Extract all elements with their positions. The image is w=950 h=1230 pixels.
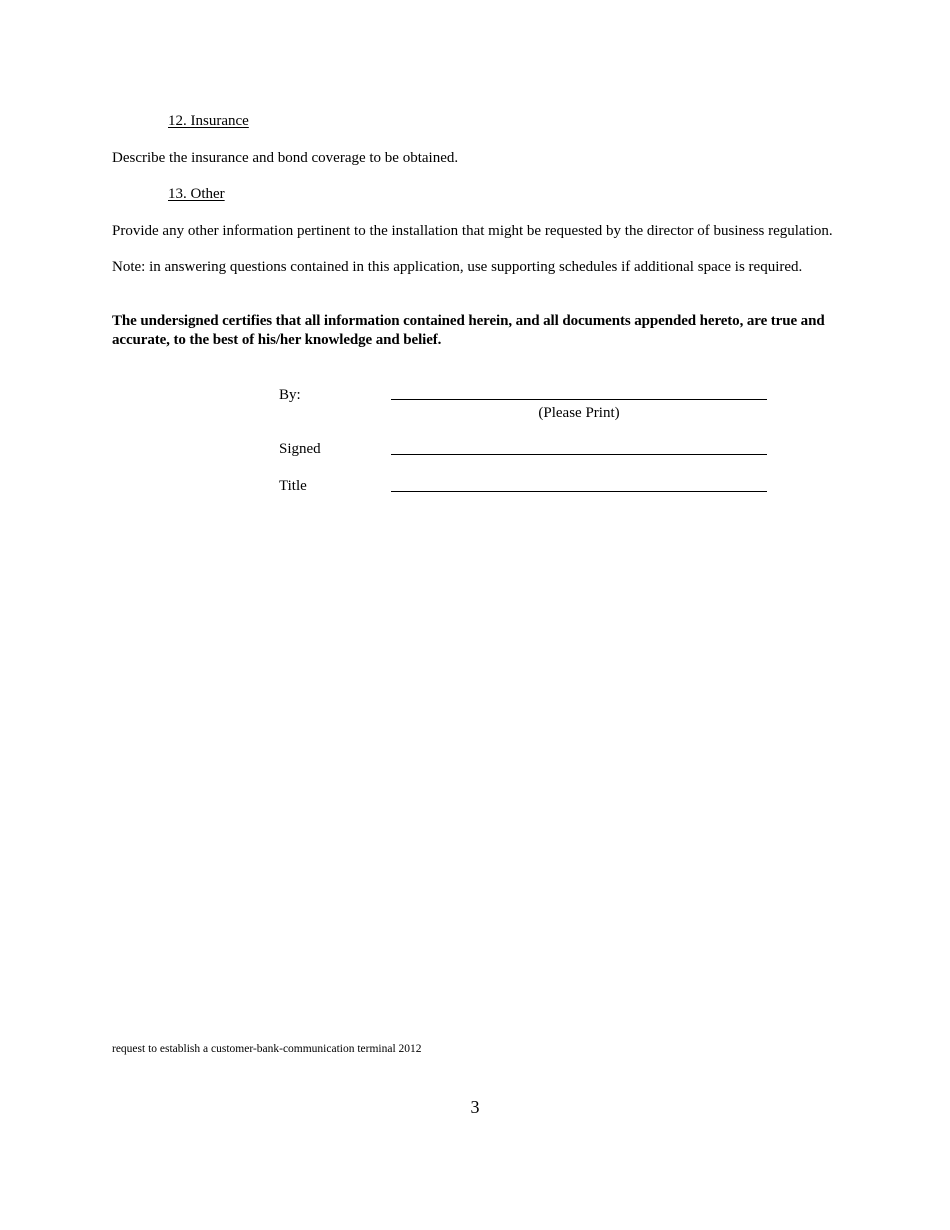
page-number: 3 bbox=[470, 1097, 480, 1117]
supporting-schedules-note: Note: in answering questions contained in this application, use supporting schedules if additional space is required. bbox=[112, 259, 803, 275]
by-label: By: bbox=[279, 387, 301, 403]
title-signature-line[interactable] bbox=[391, 491, 767, 492]
certification-statement: The undersigned certifies that all information contained herein, and all documents appended hereto, are true and accurate, to the best of his/her knowledge and belief. bbox=[112, 313, 825, 348]
other-description: Provide any other information pertinent to the installation that might be requested by the director of business regulation. bbox=[112, 223, 833, 239]
footer-document-title: request to establish a customer-bank-communication terminal 2012 bbox=[112, 1043, 422, 1055]
please-print-note: (Please Print) bbox=[538, 405, 620, 421]
insurance-heading: 12. Insurance bbox=[168, 113, 249, 129]
signed-label: Signed bbox=[279, 441, 321, 457]
other-heading: 13. Other bbox=[168, 186, 225, 202]
insurance-description: Describe the insurance and bond coverage to be obtained. bbox=[112, 150, 459, 166]
signed-signature-line[interactable] bbox=[391, 454, 767, 455]
title-label: Title bbox=[279, 478, 307, 494]
by-signature-line[interactable] bbox=[391, 399, 767, 400]
